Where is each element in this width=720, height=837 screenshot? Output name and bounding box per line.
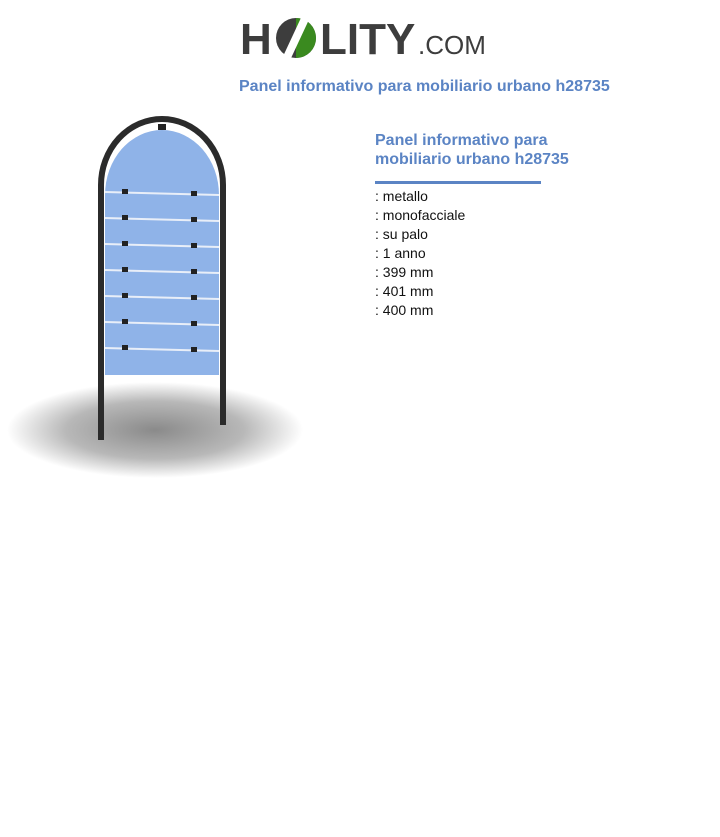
spec-list: [375, 187, 635, 320]
page-title: Panel informativo para mobiliario urbano h28735: [239, 78, 610, 95]
svg-text:H: H: [240, 15, 272, 64]
svg-text:LITY: LITY: [320, 15, 416, 64]
product-info: [375, 131, 635, 320]
product-image: [5, 110, 305, 480]
spec-item: : 401 mm: [375, 283, 434, 299]
spec-item: : 399 mm: [375, 264, 434, 280]
spec-item: : monofacciale: [375, 207, 466, 223]
title-underline: [375, 181, 541, 184]
svg-text:.COM: .COM: [418, 30, 486, 60]
spec-item: : metallo: [375, 188, 428, 204]
holity-logo-graphic: [240, 10, 490, 70]
spec-item: : 1 anno: [375, 245, 426, 261]
spec-item: : su palo: [375, 226, 428, 242]
product-name: Panel informativo para mobiliario urbano h28735: [375, 132, 569, 168]
holity-logo[interactable]: [240, 10, 490, 70]
spec-item: : 400 mm: [375, 302, 434, 318]
